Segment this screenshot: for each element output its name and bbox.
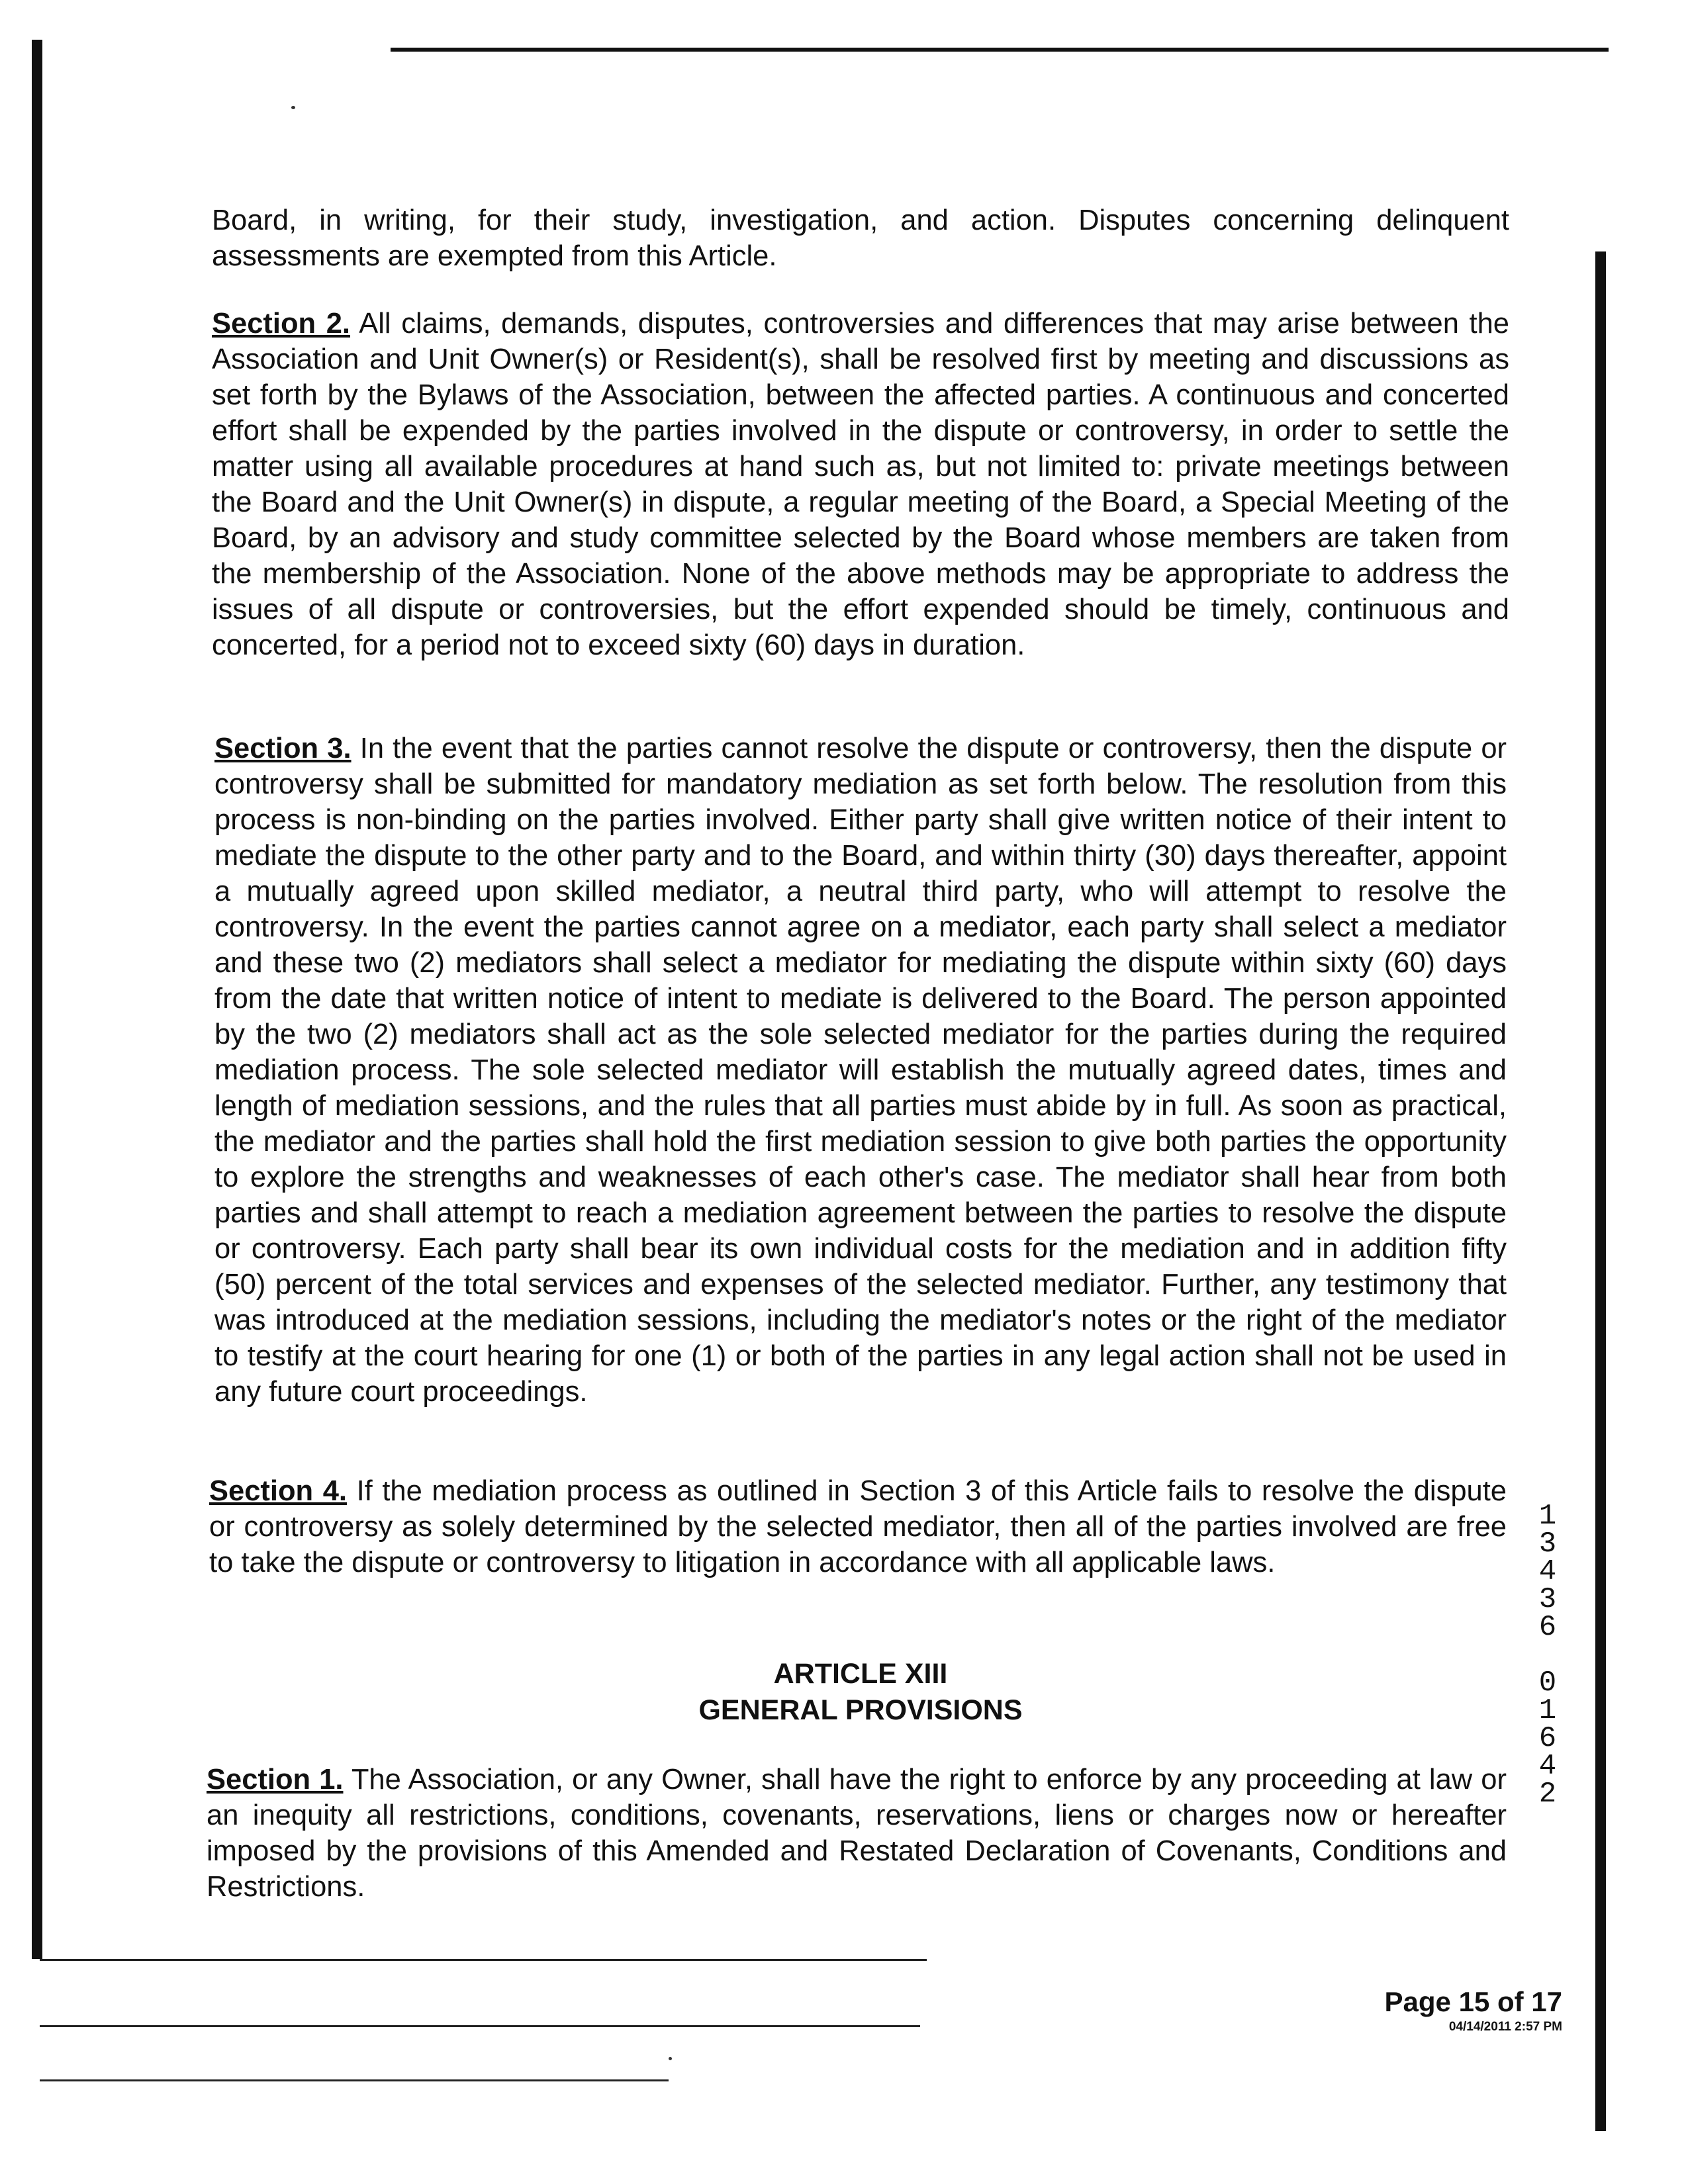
scan-edge-right <box>1595 251 1606 2131</box>
section-4 <box>209 1473 1507 1580</box>
recording-number: 1 3 4 3 6 0 1 6 4 2 <box>1538 1500 1557 1811</box>
print-timestamp: 04/14/2011 2:57 PM <box>1448 2020 1562 2034</box>
footer-rule-2 <box>40 2025 920 2027</box>
scan-speck <box>291 106 295 109</box>
scan-edge-left <box>32 40 42 1959</box>
section-label: Section 1. <box>207 1764 344 1796</box>
page-number: Page 15 of 17 <box>1384 1986 1562 2017</box>
section-label: Section 4. <box>209 1475 347 1507</box>
article-title: GENERAL PROVISIONS <box>698 1694 1023 1726</box>
footer-rule-3 <box>40 2079 669 2081</box>
footer-rule-1 <box>40 1959 927 1961</box>
paragraph-text: The Association, or any Owner, shall have the right to enforce by any proceeding at law or an inequity all restrictions, conditions, covenants, reservations, liens or charges now or hereafter imposed by the provisions of this Amended and Restated Declaration of Covenants, Conditions and Restrictions. <box>207 1764 1507 1903</box>
paragraph-text: Board, in writing, for their study, investigation, and action. Disputes concerning delinquent assessments are exempted from this Article. <box>212 205 1509 272</box>
article-heading <box>609 1656 1112 1729</box>
section-2 <box>212 306 1509 663</box>
top-rule <box>391 48 1609 52</box>
section-label: Section 2. <box>212 308 351 340</box>
paragraph-text: In the event that the parties cannot resolve the dispute or controversy, then the dispute or controversy shall be submitted for mandatory mediation as set forth below. The resolution from this process is non-binding on the parties involved. Either party shall give written notice of their intent to mediate the dispute to the other party and to the Board, and within thirty (30) days thereafter, appoint a mutually agreed upon skilled mediator, a neutral third party, who will attempt to resolve the controversy. In the event the parties cannot agree on a mediator, each party shall select a mediator and these two (2) mediators shall select a mediator for mediating the dispute within sixty (60) days from the date that written notice of intent to mediate is delivered to the Board. The person appointed by the two (2) mediators shall act as the sole selected mediator for the parties during the required mediation process. The sole selected mediator will establish the mutually agreed dates, times and length of mediation sessions, and the rules that all parties must abide by in full. As soon as practical, the mediator and the parties shall hold the first mediation session to give both parties the opportunity to explore the strengths and weaknesses of each other's case. The mediator shall hear from both parties and shall attempt to reach a mediation agreement between the parties to resolve the dispute or controversy. Each party shall bear its own individual costs for the mediation and in addition fifty (50) percent of the total services and expenses of the selected mediator. Further, any testimony that was introduced at the mediation sessions, including the mediator's notes or the right of the mediator to testify at the court hearing for one (1) or both of the parties in any legal action shall not be used in any future court proceedings. <box>214 733 1507 1408</box>
article-number: ARTICLE XIII <box>773 1658 948 1690</box>
document-body <box>212 203 1509 274</box>
section-3 <box>214 731 1507 1410</box>
article-section-1 <box>207 1762 1507 1905</box>
paragraph-text: All claims, demands, disputes, controversies and differences that may arise between the Association and Unit Owner(s) or Resident(s), shall be resolved first by meeting and discussions as set forth by the Bylaws of the Association, between the affected parties. A continuous and concerted effort shall be expended by the parties involved in the dispute or controversy, in order to settle the matter using all available procedures at hand such as, but not limited to: private meetings between the Board and the Unit Owner(s) in dispute, a regular meeting of the Board, a Special Meeting of the Board, by an advisory and study committee selected by the Board whose members are taken from the membership of the Association. None of the above methods may be appropriate to address the issues of all dispute or controversies, but the effort expended should be timely, continuous and concerted, for a period not to exceed sixty (60) days in duration. <box>212 308 1509 661</box>
paragraph-text: If the mediation process as outlined in Section 3 of this Article fails to resolve the dispute or controversy as solely determined by the selected mediator, then all of the parties involved are free to take the dispute or controversy to litigation in accordance with all applicable laws. <box>209 1475 1507 1578</box>
paragraph-continuation <box>212 203 1509 274</box>
section-label: Section 3. <box>214 733 352 764</box>
scan-speck <box>669 2057 672 2060</box>
